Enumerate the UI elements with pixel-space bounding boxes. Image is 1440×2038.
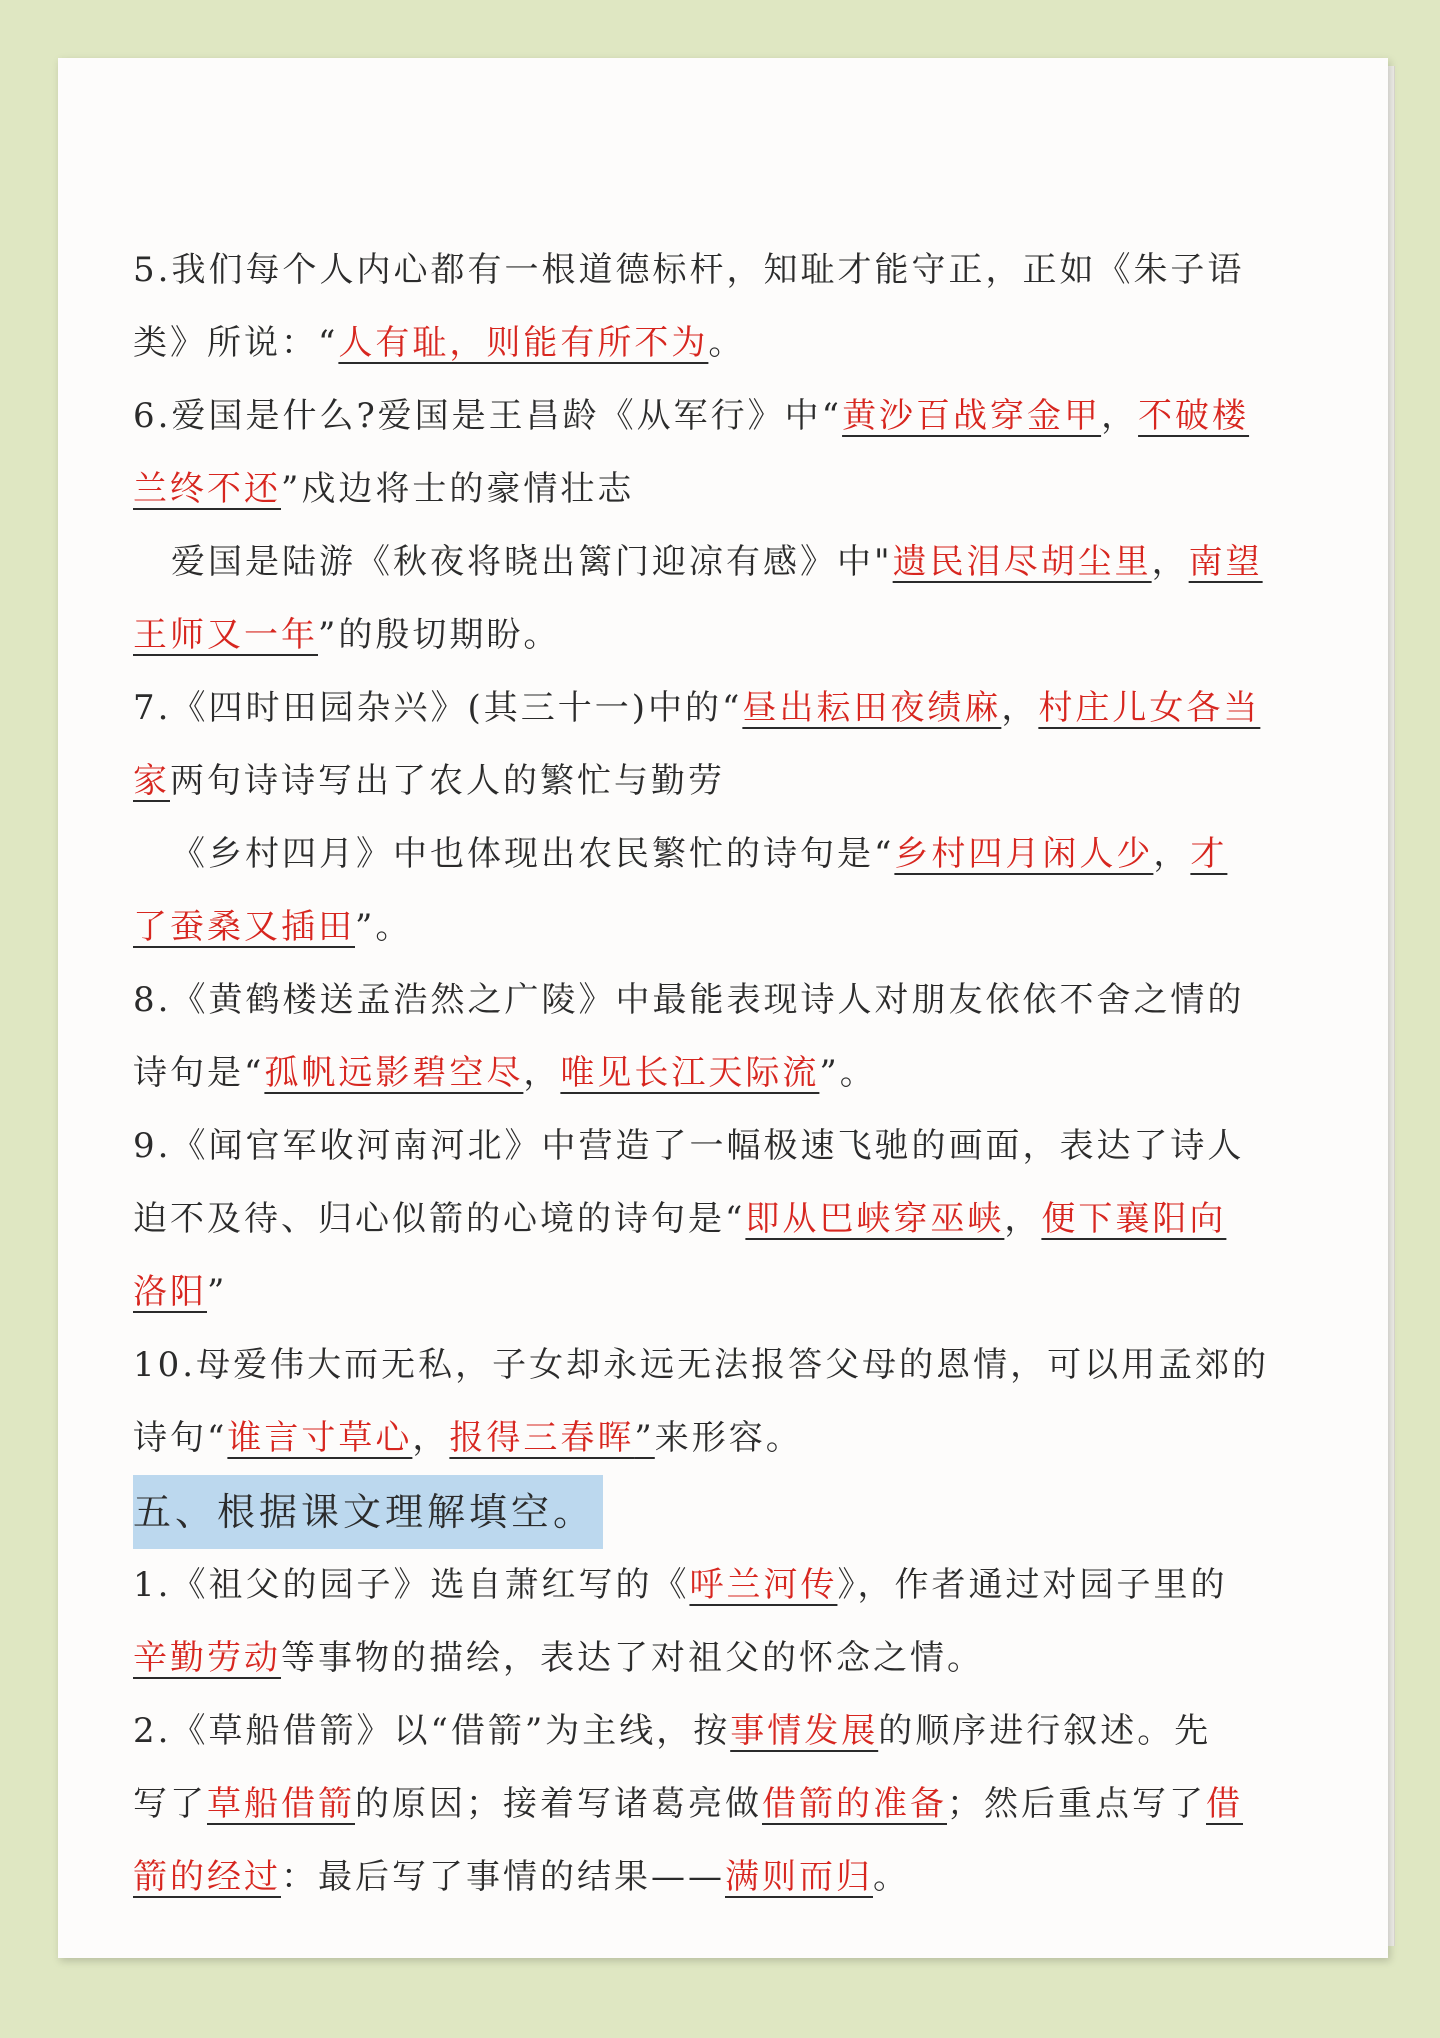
s1-answer: 辛勤劳动 bbox=[133, 1638, 281, 1678]
q6-line-1 bbox=[133, 380, 1312, 453]
s2-answer: 满则而归 bbox=[725, 1857, 873, 1897]
s2-text: 写了 bbox=[133, 1784, 207, 1824]
q9-text: ” bbox=[207, 1272, 228, 1312]
q6-answer: 遗民泪尽胡尘里 bbox=[892, 542, 1152, 582]
q7-line-2 bbox=[133, 745, 1312, 818]
section-heading-row bbox=[133, 1475, 1312, 1549]
q5-text: 。 bbox=[708, 323, 746, 363]
q5-answer: 人有耻，则能有所不为 bbox=[338, 323, 709, 363]
q7-text: 《乡村四月》中也体现出农民繁忙的诗句是“ bbox=[171, 834, 895, 874]
q9-answer: 即从巴峡穿巫峡 bbox=[745, 1199, 1005, 1239]
q7-answer: 了蚕桑又插田 bbox=[133, 907, 355, 947]
section-heading: 五、根据课文理解填空。 bbox=[133, 1475, 603, 1549]
s2-line-3 bbox=[133, 1841, 1312, 1914]
q5-line-2 bbox=[133, 307, 1312, 380]
q6-text: 爱国是陆游《秋夜将晓出篱门迎凉有感》中" bbox=[171, 542, 893, 582]
q8-line-1 bbox=[133, 964, 1312, 1037]
s2-text: 2.《草船借箭》以“借箭”为主线，按 bbox=[133, 1711, 731, 1751]
q6-line-4 bbox=[133, 599, 1312, 672]
q10-line-1 bbox=[133, 1329, 1312, 1402]
q7-text: ”。 bbox=[355, 907, 413, 947]
q5-line-1 bbox=[133, 234, 1312, 307]
q10-text: ， bbox=[412, 1418, 450, 1458]
q8-text: ， bbox=[523, 1053, 561, 1093]
q10-text: 10.母爱伟大而无私，子女却永远无法报答父母的恩情，可以用孟郊的 bbox=[133, 1345, 1270, 1385]
q10-text: ” bbox=[634, 1418, 655, 1458]
q9-text: 迫不及待、归心似箭的心境的诗句是“ bbox=[133, 1199, 746, 1239]
q10-answer: 报得三春晖 bbox=[449, 1418, 635, 1458]
q7-answer: 乡村四月闲人少 bbox=[894, 834, 1154, 874]
s2-answer: 借 bbox=[1206, 1784, 1243, 1824]
q6-text: ”的殷切期盼。 bbox=[318, 615, 561, 655]
q10-line-2 bbox=[133, 1402, 1312, 1475]
q10-text: 诗句“ bbox=[133, 1418, 228, 1458]
s2-answer: 箭的经过 bbox=[133, 1857, 281, 1897]
q6-text: 6.爱国是什么?爱国是王昌龄《从军行》中“ bbox=[133, 396, 843, 436]
q6-text: ， bbox=[1151, 542, 1189, 582]
s2-text: ；然后重点写了 bbox=[947, 1784, 1206, 1824]
q6-answer: 不破楼 bbox=[1138, 396, 1250, 436]
q9-line-1 bbox=[133, 1110, 1312, 1183]
q6-text: ， bbox=[1101, 396, 1139, 436]
q7-answer: 村庄儿女各当 bbox=[1038, 688, 1261, 728]
q6-answer: 南望 bbox=[1188, 542, 1263, 582]
q5-text: 类》所说：“ bbox=[133, 323, 339, 363]
q6-line-3 bbox=[133, 526, 1312, 599]
s2-line-1 bbox=[133, 1695, 1312, 1768]
q7-answer: 昼出耘田夜绩麻 bbox=[742, 688, 1002, 728]
q8-answer: 唯见长江天际流 bbox=[560, 1053, 820, 1093]
q9-answer: 便下襄阳向 bbox=[1041, 1199, 1227, 1239]
q7-line-4 bbox=[133, 891, 1312, 964]
q7-answer: 家 bbox=[133, 761, 170, 801]
q8-text: ”。 bbox=[819, 1053, 877, 1093]
q9-text: ， bbox=[1004, 1199, 1042, 1239]
s2-answer: 借箭的准备 bbox=[762, 1784, 947, 1824]
s2-text: 。 bbox=[873, 1857, 910, 1897]
q9-answer: 洛阳 bbox=[133, 1272, 207, 1312]
q6-line-2 bbox=[133, 453, 1312, 526]
q9-text: 9.《闻官军收河南河北》中营造了一幅极速飞驰的画面，表达了诗人 bbox=[133, 1126, 1245, 1166]
q7-text: ， bbox=[1153, 834, 1191, 874]
s2-answer: 草船借箭 bbox=[207, 1784, 355, 1824]
q6-answer: 王师又一年 bbox=[133, 615, 318, 655]
worksheet-page bbox=[58, 58, 1388, 1958]
q7-line-1 bbox=[133, 672, 1312, 745]
s2-text: ：最后写了事情的结果—— bbox=[281, 1857, 725, 1897]
s2-text: 的原因；接着写诸葛亮做 bbox=[355, 1784, 762, 1824]
s2-answer: 事情发展 bbox=[730, 1711, 879, 1751]
q7-answer: 才 bbox=[1190, 834, 1228, 874]
s1-answer: 呼兰河传 bbox=[689, 1565, 838, 1605]
q7-text: 7.《四时田园杂兴》(其三十一)中的“ bbox=[133, 688, 743, 728]
q6-answer: 黄沙百战穿金甲 bbox=[842, 396, 1102, 436]
q9-line-2 bbox=[133, 1183, 1312, 1256]
q7-text: ， bbox=[1001, 688, 1039, 728]
s2-text: 的顺序进行叙述。先 bbox=[878, 1711, 1212, 1751]
q5-text: 5.我们每个人内心都有一根道德标杆，知耻才能守正，正如《朱子语 bbox=[133, 250, 1245, 290]
q8-line-2 bbox=[133, 1037, 1312, 1110]
s1-line-1 bbox=[133, 1549, 1312, 1622]
s2-line-2 bbox=[133, 1768, 1312, 1841]
q8-text: 诗句是“ bbox=[133, 1053, 265, 1093]
q10-answer: 谁言寸草心 bbox=[227, 1418, 413, 1458]
q7-text: 两句诗诗写出了农人的繁忙与勤劳 bbox=[170, 761, 725, 801]
s1-text: 等事物的描绘，表达了对祖父的怀念之情。 bbox=[281, 1638, 984, 1678]
q6-answer: 兰终不还 bbox=[133, 469, 281, 509]
q7-line-3 bbox=[133, 818, 1312, 891]
q8-answer: 孤帆远影碧空尽 bbox=[264, 1053, 524, 1093]
q9-line-3 bbox=[133, 1256, 1312, 1329]
q8-text: 8.《黄鹤楼送孟浩然之广陵》中最能表现诗人对朋友依依不舍之情的 bbox=[133, 980, 1245, 1020]
s1-text: 》，作者通过对园子里的 bbox=[837, 1565, 1228, 1605]
q10-text: 来形容。 bbox=[654, 1418, 803, 1458]
s1-text: 1.《祖父的园子》选自萧红写的《 bbox=[133, 1565, 690, 1605]
q6-text: ”戍边将士的豪情壮志 bbox=[281, 469, 635, 509]
s1-line-2 bbox=[133, 1622, 1312, 1695]
